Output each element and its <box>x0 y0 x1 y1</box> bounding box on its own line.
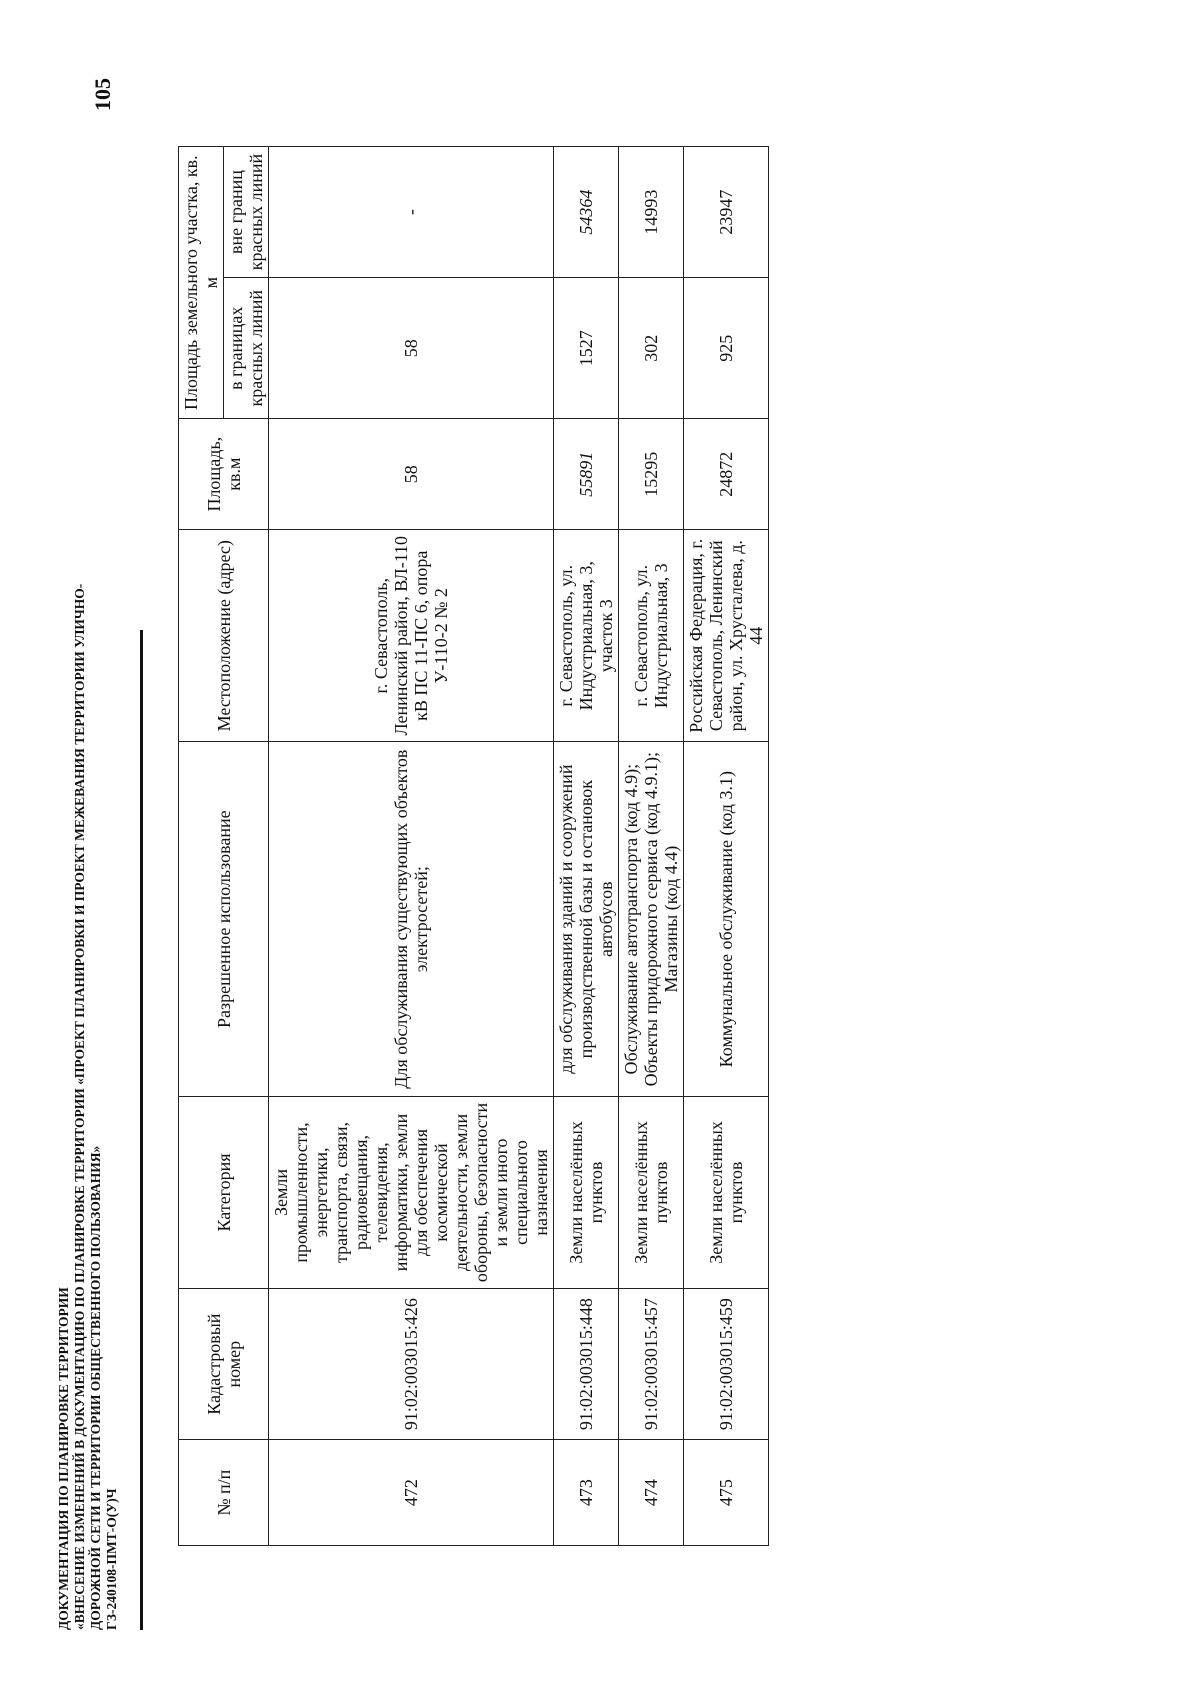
cell-inside: 302 <box>619 278 684 419</box>
cell-outside: 23947 <box>684 147 769 278</box>
cell-area: 55891 <box>554 419 619 530</box>
cell-category: Земли населённых пунктов <box>554 1096 619 1288</box>
header-line-2: «ВНЕСЕНИЕ ИЗМЕНЕНИЙ В ДОКУМЕНТАЦИЮ ПО ПЛАНИРОВКЕ ТЕРРИТОРИИ «ПРОЕКТ ПЛАНИРОВКИ И ПРОЕКТ МЕЖЕВАНИЯ ТЕРРИТОРИИ УЛИЧНО- <box>72 583 87 1630</box>
table-row <box>554 147 619 1546</box>
cell-category: Земли населённых пунктов <box>619 1096 684 1288</box>
header-line-1: ДОКУМЕНТАЦИЯ ПО ПЛАНИРОВКЕ ТЕРРИТОРИИ <box>56 1287 71 1630</box>
header-line-4: ГЗ-240108-ПМТ-О(У)Ч <box>104 1488 119 1630</box>
cell-cadastral: 91:02:003015:459 <box>684 1288 769 1439</box>
cell-area: 24872 <box>684 419 769 530</box>
cell-address: г. Севастополь, ул. Индустриальная, 3 <box>619 530 684 742</box>
cell-cadastral: 91:02:003015:448 <box>554 1288 619 1439</box>
cell-category: Земли населённых пунктов <box>684 1096 769 1288</box>
cell-num: 475 <box>684 1440 769 1546</box>
cell-outside: - <box>269 147 554 278</box>
cell-address: г. Севастополь, Ленинский район, ВЛ-110 кВ ПС 11-ПС 6, опора У-110-2 № 2 <box>269 530 554 742</box>
cell-cadastral: 91:02:003015:457 <box>619 1288 684 1439</box>
header-area-group: Площадь земельного участка, кв. м <box>179 147 224 419</box>
cell-category: Земли промышленности, энергетики, транспорта, связи, радиовещания, телевидения, информатики, земли для обеспечения космической деятельности, земли обороны, безопасности и земли иного специального назначения <box>269 1096 554 1288</box>
cell-inside: 58 <box>269 278 554 419</box>
cell-inside: 1527 <box>554 278 619 419</box>
cell-area: 58 <box>269 419 554 530</box>
cell-inside: 925 <box>684 278 769 419</box>
header-inside: в границах красных линий <box>224 278 269 419</box>
document-header <box>56 530 120 1630</box>
page-number: 105 <box>90 78 115 111</box>
header-outside: вне границ красных линий <box>224 147 269 278</box>
header-divider <box>140 630 143 1630</box>
header-cadastral: Кадастровый номер <box>179 1288 269 1439</box>
cell-use: Коммунальное обслуживание (код 3.1) <box>684 742 769 1097</box>
table-row <box>619 147 684 1546</box>
cell-num: 472 <box>269 1440 554 1546</box>
header-category: Категория <box>179 1096 269 1288</box>
cell-use: для обслуживания зданий и сооружений производственной базы и остановок автобусов <box>554 742 619 1097</box>
table-row <box>684 147 769 1546</box>
header-num: № п/п <box>179 1440 269 1546</box>
cell-address: г. Севастополь, ул. Индустриальная, 3, участок 3 <box>554 530 619 742</box>
cell-use: Обслуживание автотранспорта (код 4.9); Объекты придорожного сервиса (код 4.9.1); Магазины (код 4.4) <box>619 742 684 1097</box>
land-plots-table <box>178 146 769 1546</box>
header-line-3: ДОРОЖНОЙ СЕТИ И ТЕРРИТОРИИ ОБЩЕСТВЕННОГО ПОЛЬЗОВАНИЯ» <box>88 1145 103 1630</box>
header-use: Разрешенное использование <box>179 742 269 1097</box>
header-area: Площадь, кв.м <box>179 419 269 530</box>
table-row <box>269 147 554 1546</box>
cell-num: 474 <box>619 1440 684 1546</box>
cell-cadastral: 91:02:003015:426 <box>269 1288 554 1439</box>
cell-outside: 54364 <box>554 147 619 278</box>
cell-outside: 14993 <box>619 147 684 278</box>
cell-num: 473 <box>554 1440 619 1546</box>
cell-area: 15295 <box>619 419 684 530</box>
cell-address: Российская Федерация, г. Севастополь, Ленинский район, ул. Хрусталева, д. 44 <box>684 530 769 742</box>
cell-use: Для обслуживания существующих объектов электросетей; <box>269 742 554 1097</box>
header-address: Местоположение (адрес) <box>179 530 269 742</box>
